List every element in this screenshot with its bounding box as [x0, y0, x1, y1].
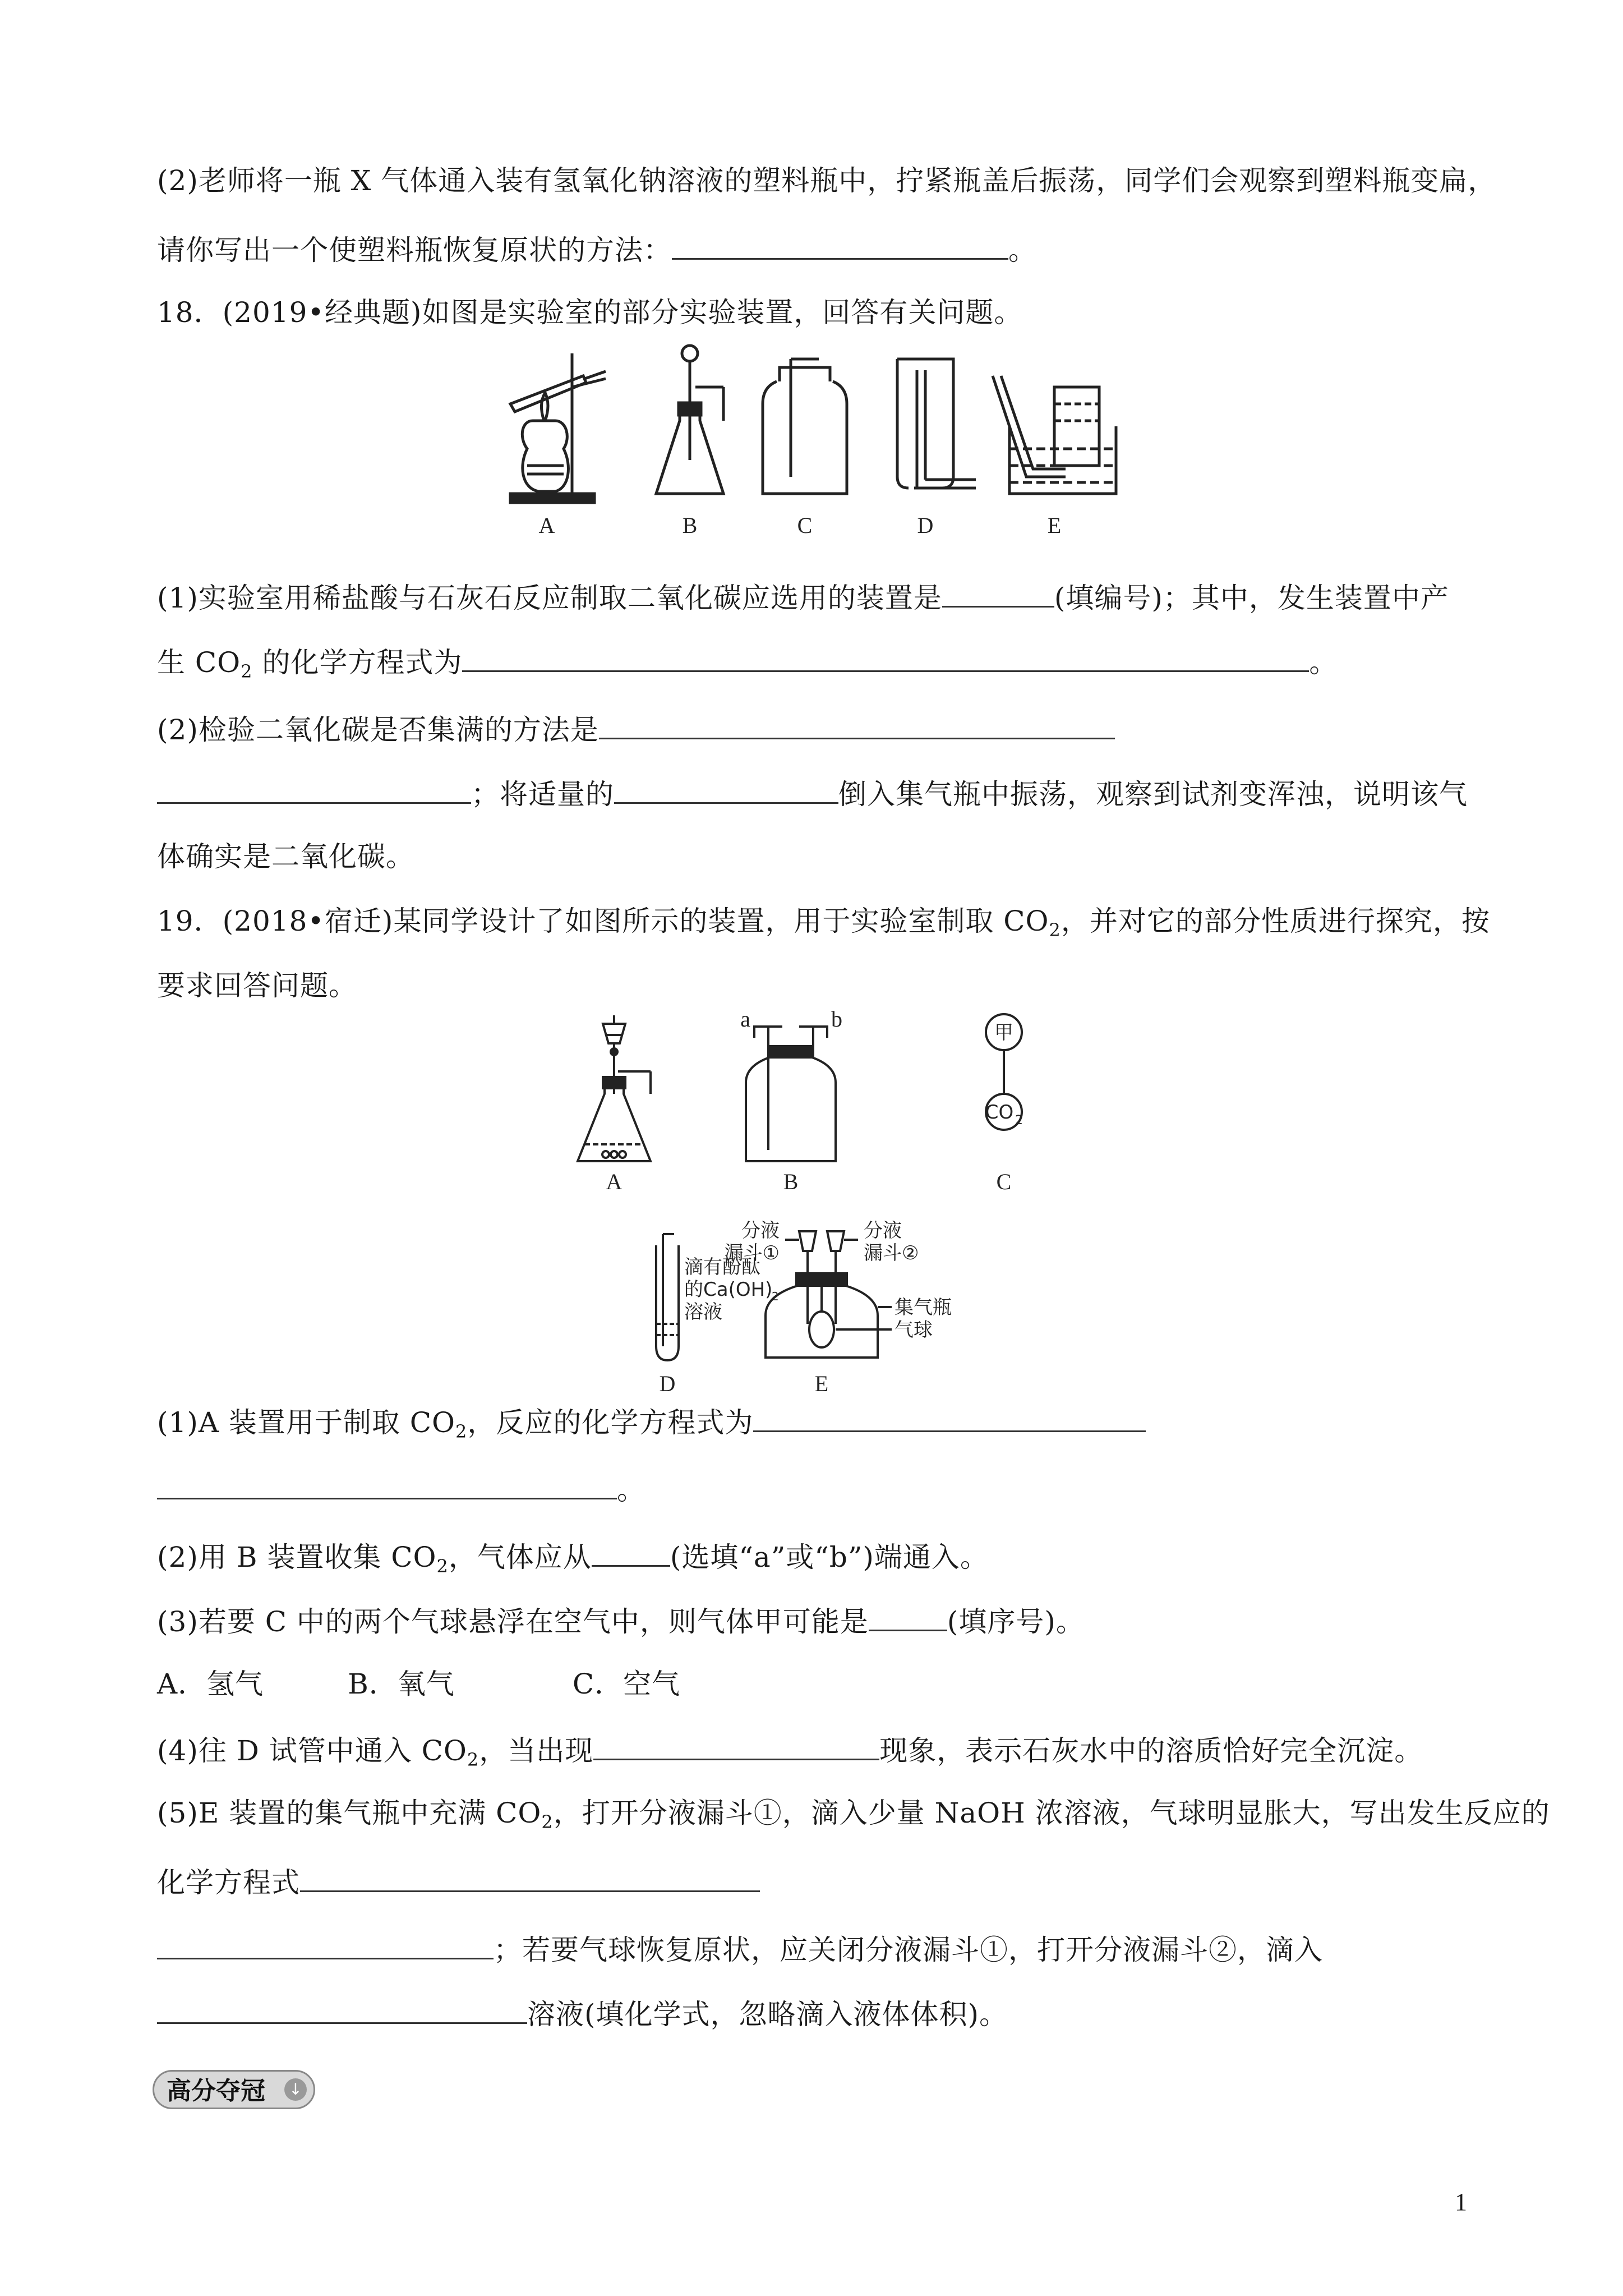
q18-apparatus-figure — [494, 337, 1144, 552]
co2-label: CO — [985, 1101, 1014, 1124]
answer-blank[interactable] — [462, 642, 1309, 672]
text: 现象，表示石灰水中的溶质恰好完全沉淀。 — [879, 1734, 1423, 1767]
label-b: B — [783, 1169, 799, 1194]
subscript: 2 — [436, 1556, 449, 1577]
text: 体确实是二氧化碳。 — [157, 840, 414, 873]
text: 要求回答问题。 — [157, 969, 357, 1002]
label-d: D — [917, 513, 934, 538]
q18-part2-line2 — [157, 774, 1466, 812]
section-badge-label: 高分夺冠 — [167, 2077, 265, 2105]
q19-part2 — [157, 1537, 1466, 1575]
q19-options — [157, 1666, 1466, 1702]
q19-part4 — [157, 1731, 1466, 1769]
text: (2)用 B 装置收集 CO — [157, 1541, 437, 1573]
e-balloon-label: 气球 — [895, 1319, 933, 1341]
q18-part1-line1 — [157, 578, 1466, 616]
label-e: E — [1047, 513, 1062, 538]
answer-blank[interactable] — [157, 1930, 494, 1959]
text: ，当出现 — [479, 1734, 594, 1767]
text: (3)若要 C 中的两个气球悬浮在空气中，则气体甲可能是 — [157, 1605, 869, 1638]
page-number: 1 — [1455, 2188, 1467, 2216]
text: (填编号)；其中，发生装置中产 — [1054, 582, 1449, 614]
label-e: E — [814, 1371, 829, 1396]
answer-blank[interactable] — [753, 1402, 1146, 1432]
answer-blank[interactable] — [614, 774, 838, 804]
apparatus-d-diagram — [897, 359, 976, 488]
text: 倒入集气瓶中振荡，观察到试剂变浑浊，说明该气 — [838, 778, 1468, 811]
arrow-down-icon: ↓ — [284, 2078, 307, 2101]
label-a: A — [606, 1169, 623, 1194]
subscript: 2 — [467, 1749, 479, 1770]
subscript: 2 — [241, 661, 253, 682]
q19-part5-line1 — [157, 1795, 1550, 1833]
apparatus-c-diagram — [763, 359, 847, 494]
subscript: 2 — [541, 1811, 554, 1833]
answer-blank[interactable] — [599, 710, 1115, 739]
text: (1)实验室用稀盐酸与石灰石反应制取二氧化碳应选用的装置是 — [157, 582, 942, 614]
q17-part2-line2 — [157, 230, 1466, 268]
text: (5)E 装置的集气瓶中充满 CO — [157, 1797, 542, 1829]
text: 化学方程式 — [157, 1866, 300, 1899]
q19-part5-line3 — [157, 1930, 1466, 1968]
label-a: A — [538, 513, 555, 538]
answer-blank[interactable] — [157, 1470, 617, 1499]
text: (1)A 装置用于制取 CO — [157, 1406, 455, 1439]
answer-blank[interactable] — [869, 1602, 947, 1631]
apparatus-e-diagram — [993, 376, 1116, 494]
q18-part2-line1 — [157, 710, 1466, 748]
label-d: D — [659, 1371, 676, 1396]
text: 生 CO — [157, 646, 241, 679]
text: 。 — [617, 1474, 645, 1506]
apparatus-d-diagram — [656, 1234, 679, 1360]
q19-part3 — [157, 1602, 1466, 1640]
q19-part5-line4 — [157, 1994, 1466, 2032]
e-funnel2-line2: 漏斗② — [864, 1242, 919, 1264]
answer-blank[interactable] — [593, 1731, 879, 1760]
text: 。 — [1008, 234, 1037, 266]
e-funnel1-line2: 漏斗① — [724, 1242, 780, 1264]
apparatus-b-diagram — [656, 346, 723, 494]
label-c: C — [996, 1169, 1012, 1194]
gas-jia-label: 甲 — [994, 1022, 1013, 1044]
text: (填序号)。 — [947, 1605, 1085, 1638]
q19-stem-line1 — [157, 903, 1490, 941]
q19-apparatus-figure — [572, 1006, 1077, 1416]
subscript: 2 — [1049, 919, 1061, 941]
text: (2)检验二氧化碳是否集满的方法是 — [157, 714, 599, 746]
d-text-1: 滴有酚酞 — [684, 1256, 760, 1278]
text: ；将适量的 — [471, 778, 614, 811]
text: (选填“a”或“b”)端通入。 — [670, 1541, 989, 1573]
label-b: B — [682, 513, 698, 538]
d-text-2: 的Ca(OH) — [684, 1278, 773, 1301]
text: ，并对它的部分性质进行探究，按 — [1061, 905, 1490, 937]
text: (2)老师将一瓶 X 气体通入装有氢氧化钠溶液的塑料瓶中，拧紧瓶盖后振荡，同学们会观察到塑料瓶变扁， — [157, 164, 1497, 197]
text: ，气体应从 — [448, 1541, 592, 1573]
text: (4)往 D 试管中通入 CO — [157, 1734, 467, 1767]
q19-part1-line1 — [157, 1402, 1466, 1441]
q19-part1-line2 — [157, 1470, 1466, 1508]
text: 18．(2019•经典题)如图是实验室的部分实验装置，回答有关问题。 — [157, 296, 1023, 329]
text: 请你写出一个使塑料瓶恢复原状的方法： — [157, 234, 672, 266]
q19-part5-line2 — [157, 1862, 1466, 1901]
answer-blank[interactable] — [942, 578, 1054, 608]
text: 。 — [1309, 646, 1338, 679]
option-a[interactable]: A．氢气 — [157, 1668, 264, 1700]
co2-sub: 2 — [1015, 1114, 1023, 1128]
e-bottle-label: 集气瓶 — [895, 1296, 952, 1319]
text: 溶液(填化学式，忽略滴入液体体积)。 — [527, 1998, 1008, 2031]
q18-part1-line2 — [157, 642, 1466, 680]
apparatus-a-diagram — [578, 1015, 651, 1161]
answer-blank[interactable] — [672, 230, 1008, 260]
text: ；若要气球恢复原状，应关闭分液漏斗①，打开分液漏斗②，滴入 — [494, 1934, 1323, 1966]
q18-part2-line3 — [157, 839, 1466, 875]
subscript: 2 — [455, 1421, 468, 1442]
q18-stem — [157, 295, 1466, 330]
answer-blank[interactable] — [300, 1862, 760, 1892]
apparatus-a-diagram — [510, 353, 606, 503]
e-funnel2-line1: 分液 — [864, 1220, 902, 1242]
d-text-3: 溶液 — [684, 1301, 722, 1323]
option-b[interactable]: B．氧气 — [348, 1668, 455, 1700]
text: ，打开分液漏斗①，滴入少量 NaOH 浓溶液，气球明显胀大，写出发生反应的 — [553, 1797, 1550, 1829]
text: 的化学方程式为 — [252, 646, 463, 679]
answer-blank[interactable] — [157, 774, 471, 804]
section-badge — [153, 2070, 315, 2109]
d-text-2-sub: 2 — [772, 1290, 779, 1303]
text: 19．(2018•宿迁)某同学设计了如图所示的装置，用于实验室制取 CO — [157, 905, 1049, 937]
apparatus-b-diagram — [746, 1027, 836, 1161]
text: ，反应的化学方程式为 — [467, 1406, 754, 1439]
e-funnel1-line1: 分液 — [741, 1220, 780, 1242]
answer-blank[interactable] — [592, 1537, 670, 1567]
answer-blank[interactable] — [157, 1994, 527, 2024]
q17-part2-line1 — [157, 163, 1497, 199]
option-c[interactable]: C．空气 — [572, 1668, 681, 1700]
label-c: C — [797, 513, 813, 538]
port-b-label: b — [831, 1006, 842, 1032]
port-a-label: a — [740, 1006, 750, 1032]
q19-stem-line2 — [157, 968, 1466, 1004]
